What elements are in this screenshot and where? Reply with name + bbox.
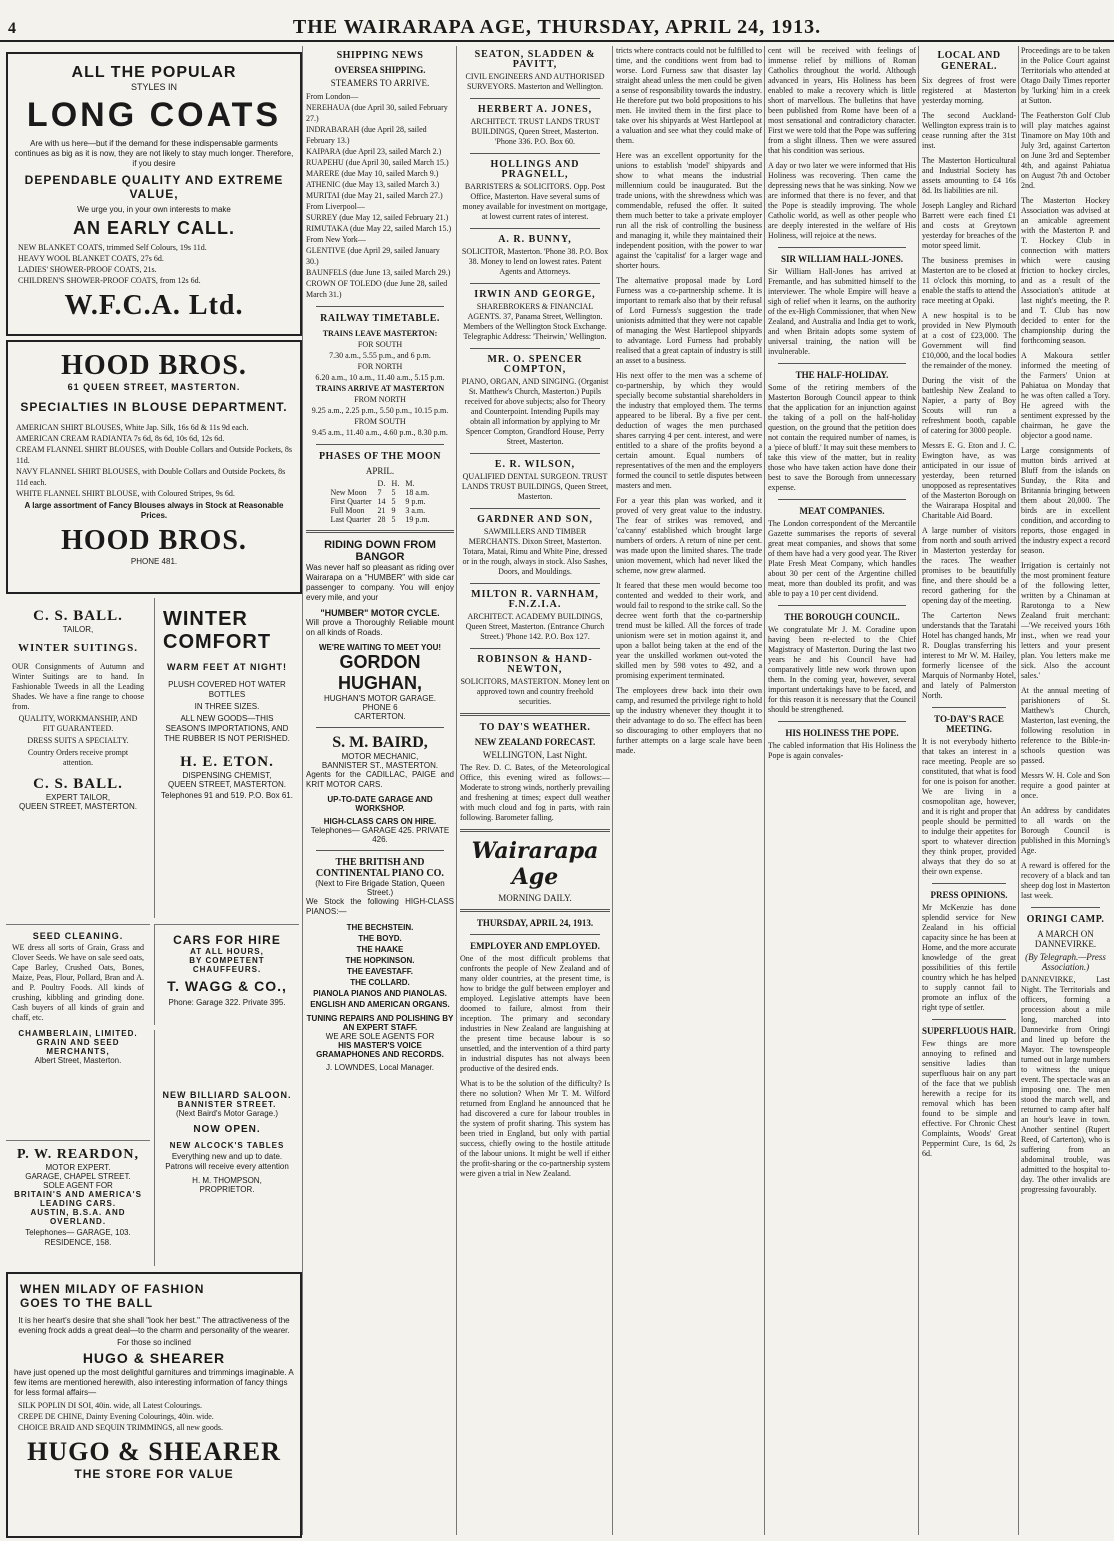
ad-line: Country Orders receive prompt attention.	[27, 748, 129, 767]
ad-line: CARTERTON.	[354, 712, 406, 721]
ad-item: SILK POPLIN DI SOI, 40in. wide, all Latest Colourings.	[18, 1401, 202, 1410]
ad-signature: T. WAGG & CO.,	[167, 978, 287, 994]
shipping-item: MARERE (due May 10, sailed March 9.)	[306, 169, 439, 178]
ad-signature: HUGO & SHEARER	[27, 1437, 281, 1466]
ad-headline: GOES TO THE BALL	[20, 1296, 154, 1310]
news-paragraph: The Masterton Hockey Association was advised at an amicable agreement with the Masterton P. and T. Hockey Club in connection with matters which were causing friction to hockey circles, and as a result of the Association's attitude at last night's meeting, the P. and T. Club has now decided to enter for the championship during the forthcoming season.	[1021, 196, 1110, 345]
ad-headline: WINTER	[163, 608, 248, 630]
card-name: A. R. BUNNY,	[498, 234, 572, 245]
news-paragraph: Messrs E. G. Eton and J. C. Ewington have, as was anticipated in our issue of yesterday, been returned unopposed as representatives of the Masterton Borough on the Wairarapa Hospital and Charitable Aid Board.	[922, 441, 1016, 520]
section-heading: TO DAY'S WEATHER.	[479, 722, 591, 733]
news-paragraph: A Makoura settler informed the meeting of the Farmers' Union at Pahiatua on Monday that he was often called a Tory. He agreed with the sentiment expressed by the chairman, he gave the objector a good name.	[1021, 351, 1110, 440]
winter-comfort-ad	[154, 598, 299, 918]
dateline: WELLINGTON, Last Night.	[482, 750, 588, 760]
news-paragraph: Large consignments of mutton birds arrived at Bluff from the islands on Sunday, the Rita and Britannia bringing between them about 20,000. The birds are in excellent condition, and according to reports, those engaged in the industry expect a record season.	[1021, 446, 1110, 555]
timetable-heading: TRAINS LEAVE MASTERTON:	[322, 329, 438, 338]
table-row	[327, 479, 432, 488]
section-subheading: MORNING DAILY.	[498, 893, 572, 903]
timetable-heading: TRAINS ARRIVE AT MASTERTON	[315, 384, 445, 393]
news-paragraph: Proceedings are to be taken in the Police Court against Territorials who attended at Otago Daily Times reporter by 'lurking' him in a creek at Sutton.	[1021, 46, 1110, 105]
ad-signature: CHAMBERLAIN, LIMITED.	[18, 1029, 138, 1038]
professional-card	[460, 105, 610, 147]
shipping-column	[306, 46, 454, 1535]
professional-card	[460, 515, 610, 577]
ad-item: PIANOLA PIANOS AND PIANOLAS.	[313, 989, 447, 998]
table-cell: Last Quarter	[330, 515, 371, 524]
table-cell: 5	[391, 488, 396, 497]
table-cell: 5	[391, 515, 396, 524]
cs-ball-ad	[6, 598, 150, 918]
timetable-label: FROM SOUTH	[354, 417, 406, 426]
ad-line: PHONE 6	[362, 703, 398, 712]
ad-line: BANNISTER ST., MASTERTON.	[321, 761, 439, 770]
article-body: We congratulate Mr J. M. Coradine upon having been re-elected to the Chief Magistracy of Masterton. During the last two years he and his Council have had comparatively little new work thrown upon them. In the coming year, however, several important undertakings have to be faced, and for this reason it is necessary that the Council should be strengthened.	[768, 625, 916, 714]
table-cell: 9 p.m.	[405, 497, 426, 506]
ad-headline: S. M. BAIRD,	[332, 734, 428, 751]
card-body: SHAREBROKERS & FINANCIAL AGENTS. 37, Panama Street, Wellington. Members of the Wellington Stock Exchange. Telegraphic Address: 'Theirwin,' Wellington.	[463, 302, 607, 341]
shipping-item: CROWN OF TOLEDO (due June 28, sailed March 31.)	[306, 279, 448, 299]
ad-line: UP-TO-DATE GARAGE AND WORKSHOP.	[327, 795, 433, 813]
ad-headline: WHEN MILADY OF FASHION	[20, 1282, 205, 1296]
card-name: MILTON R. VARNHAM, F.N.Z.I.A.	[471, 589, 599, 610]
ad-line: WARM FEET AT NIGHT!	[167, 662, 287, 672]
ad-line: (Next Baird's Motor Garage.)	[175, 1109, 278, 1118]
news-paragraph: The Carterton News understands that the Taratahi Hotel has changed hands, Mr R. Douglas transferring his interest to Mr W. M. Hailey, formerly licensee of the Marquis of Normanby Hotel, and lately of Palmerston North.	[922, 611, 1016, 700]
ad-line: SOLE AGENT FOR	[43, 1181, 113, 1190]
table-row	[327, 506, 432, 515]
table-cell: 14	[377, 497, 386, 506]
ad-item: WHITE FLANNEL SHIRT BLOUSE, with Coloured Stripes, 9s 6d.	[16, 489, 235, 498]
ad-item: THE COLLARD.	[350, 978, 410, 987]
article-body: cent will be received with feelings of immense relief by millions of Roman Catholics throughout the world. Although advanced in years, His Holiness has been enabled to make a recovery which is little short of marvellous. The bulletins that have been published from Rome have been of a most sensational and contradictory character. First we were told that the Pope was suffering from a slight illness. Then we were assured that his condition was serious.	[768, 46, 916, 155]
ad-item: AMERICAN CREAM RADIANTA 7s 6d, 8s 6d, 10s 6d, 12s 6d.	[16, 434, 225, 443]
ad-line: TUNING REPAIRS AND POLISHING BY AN EXPERT STAFF.	[306, 1014, 454, 1032]
table-cell: 9	[391, 506, 396, 515]
ad-line: ALL NEW GOODS—THIS SEASON'S IMPORTATIONS, AND THE RUBBER IS NOT PERISHED.	[164, 714, 290, 743]
editorial-continued-column	[616, 46, 762, 1535]
ad-body: It is her heart's desire that she shall "look her best." The attractiveness of the evening frock adds a great deal—to the charm and personality of the wearer.	[18, 1316, 290, 1335]
ad-line: PHONE 481.	[130, 557, 178, 566]
article-body: tricts where contracts could not be fulfilled to time, and the conditions went from bad to worse. Lord Furness saw that disaster lay straight ahead unless the men could be given a sense of responsibility towards the industry. He therefore put two bold propositions to his men. He invited them in the first place to take over his shipyards at West Hartlepool at a valuation and see what they could make of them.	[616, 46, 762, 145]
section-subheading: APRIL.	[365, 466, 395, 476]
news-paragraph: The Masterton Horticultural and Industrial Society has assets amounting to £4 16s 8d. Its liabilities are nil.	[922, 156, 1016, 195]
ad-line: MOTOR EXPERT.	[45, 1163, 111, 1172]
ad-headline: THE BRITISH AND CONTINENTAL PIANO CO.	[316, 857, 444, 879]
section-heading: PHASES OF THE MOON	[318, 451, 442, 462]
article-body: The Rev. D. C. Bates, of the Meteorological Office, this evening wired as follows:— Moderate to strong winds, northerly prevailing and freshening at times; expect dull weather with much cloud and fog in parts, with rain following. Barometer falling.	[460, 763, 610, 822]
column-rule	[764, 46, 765, 1535]
section-subheading: NEW ZEALAND FORECAST.	[474, 737, 596, 747]
ad-headline: CARS FOR HIRE	[173, 933, 281, 947]
cars-for-hire-ad	[154, 924, 299, 1025]
news-paragraph: Six degrees of frost were registered at Masterton yesterday morning.	[922, 76, 1016, 105]
seed-cleaning-ad	[6, 924, 150, 1135]
article-heading: TO-DAY'S RACE MEETING.	[934, 714, 1004, 734]
ad-body: Will prove a Thoroughly Reliable mount on all kinds of Roads.	[306, 618, 454, 637]
article-body: The employees drew back into their own camp, and resumed the privilege right to hold up the industry whenever they thought it to their advantage to do so. The effect has been so discouraging to other employers that no further attempts on a large scale have been made.	[616, 686, 762, 755]
section-heading: LOCAL AND GENERAL.	[937, 50, 1001, 72]
ad-line: WE'RE WAITING TO MEET YOU!	[318, 643, 442, 652]
professional-card	[460, 290, 610, 342]
article-heading: HIS HOLINESS THE POPE.	[785, 728, 899, 738]
ad-body: OUR Consignments of Autumn and Winter Suitings are to hand. In Fashionable Tweeds in all the Leading Shades. We have a fine range to choose from.	[12, 662, 144, 711]
ad-line: Telephones— GARAGE 425. PRIVATE 426.	[310, 826, 450, 844]
ad-headline: NEW BILLIARD SALOON.	[162, 1090, 292, 1100]
ad-body: Are with us here—but if the demand for these indispensable garments continues as big as it is now, they are not likely to stay much longer. Therefore, if you desire	[14, 139, 294, 168]
professional-card	[460, 235, 610, 277]
ad-line: ALL THE POPULAR	[71, 64, 237, 81]
ad-items	[18, 242, 290, 286]
timetable-label: FOR SOUTH	[357, 340, 403, 349]
news-paragraph: The Featherston Golf Club will play matches against Tinamore on May 10th and July 3rd, against Carterton on June 3rd and September 4th, and against Pahiatua on August 7th and October 2nd.	[1021, 111, 1110, 190]
ad-line: Telephones 91 and 519. P.O. Box 61.	[161, 791, 293, 800]
article-body: Few things are more annoying to refined and sensitive ladies than superfluous hair on any part of the face that we publish herewith a recipe for its removal which has been found to be simple and effective. For Chronic Chest Complaints, Woods' Great Peppermint Cure, 1s 6d, 2s 6d.	[922, 1039, 1016, 1158]
table-header: M.	[405, 479, 415, 488]
wfca-long-coats-ad	[6, 52, 302, 336]
ad-line: NOW OPEN.	[193, 1124, 261, 1135]
professional-card	[460, 655, 610, 707]
shipping-item: KAIPARA (due April 23, sailed March 2.)	[306, 147, 442, 156]
ad-line: DEPENDABLE QUALITY AND EXTREME VALUE,	[24, 173, 284, 201]
card-name: HOLLINGS AND PRAGNELL,	[490, 159, 580, 180]
ad-line: TAILOR,	[62, 625, 94, 634]
table-cell: New Moon	[330, 488, 367, 497]
ad-line: PLUSH COVERED HOT WATER BOTTLES	[168, 680, 286, 699]
page-number: 4	[8, 20, 16, 37]
hugo-shearer-ad	[6, 1272, 302, 1538]
article-heading: THE HALF-HOLIDAY.	[795, 370, 889, 380]
articles-column	[768, 46, 916, 1535]
news-paragraph: During the visit of the battleship New Zealand to Napier, a party of Boy Scouts will run a refreshment booth, capable of catering for 3000 people.	[922, 376, 1016, 435]
news-paragraph: The second Auckland-Wellington express train is to cease running after the 31st inst.	[922, 111, 1016, 150]
ad-line: GORDON	[339, 652, 421, 672]
article-body: Here was an excellent opportunity for the unions to establish 'model' shipyards and show to what means the industrial millennium could be inaugurated. But the trade unions, with the shrewdness which was commendable, refused the offer. It suited them much better to take a private employer run all the risk of controlling the business and managing it, while they maintained their independent position, with the power to war against the 'capitalist' for a larger wage and shorter hours.	[616, 151, 762, 270]
paper-nameplate: Wairarapa Age	[471, 838, 599, 890]
card-body: PIANO, ORGAN, AND SINGING. (Organist St. Matthew's Church, Masterton.) Pupils received for above subjects; also for Theory and Counterpoint. Intending Pupils may obtain all information by applying to Mr Spencer Compton, Grandford House, Perry Street, Masterton.	[461, 377, 609, 446]
news-paragraph: An address by candidates to all wards on the Borough Council is published in this Morning's Age.	[1021, 806, 1110, 855]
ad-line: PROPRIETOR.	[199, 1185, 255, 1194]
ad-item: CHOICE BRAID AND SEQUIN TRIMMINGS, all new goods.	[18, 1423, 223, 1432]
card-body: BARRISTERS & SOLICITORS. Opp. Post Office, Masterton. Have several sums of money available for investment on mortgage, at lowest current rates of interest.	[462, 182, 608, 221]
ad-line: BRITAIN'S AND AMERICA'S LEADING CARS.	[14, 1190, 142, 1208]
article-body: The alternative proposal made by Lord Furness was a co-partnership scheme. It is important to remark also that by their refusal of Lord Furness's suggestion the trade unionists admitted that they were not capable of managing the West Hartlepool shipyards to advantage. Lord Furness had probably realised that a great captain of industry is still an asset to a business.	[616, 276, 762, 365]
ad-line: A large assortment of Fancy Blouses always in Stock at Reasonable Prices.	[24, 501, 284, 520]
table-header: H.	[391, 479, 400, 488]
ad-line: DRESS SUITS A SPECIALTY.	[27, 736, 129, 745]
gordon-hughan-ad	[306, 539, 454, 721]
article-heading: EMPLOYER AND EMPLOYED.	[470, 941, 600, 951]
table-cell: 28	[377, 515, 386, 524]
professional-card	[460, 355, 610, 447]
ad-line: HIGH-CLASS CARS ON HIRE.	[323, 817, 437, 826]
ad-headline: C. S. BALL.	[33, 608, 123, 624]
ad-headline: COMFORT	[163, 631, 272, 653]
ad-item: THE EAVESTAFF.	[347, 967, 413, 976]
article-heading: PRESS OPINIONS.	[930, 890, 1008, 900]
reardon-ad	[6, 1140, 150, 1267]
article-body: For a year this plan was worked, and it proved of very great value to the industry. The fear of strikes was removed, and 'ca'canny' established which brought large numbers of orders. A return of nine per cent. was made upon the limited shares. The trade union movement, which had never liked the scheme, now grew alarmed.	[616, 496, 762, 575]
table-cell: 5	[391, 497, 396, 506]
column-rule	[302, 46, 303, 1535]
ad-item: NAVY FLANNEL SHIRT BLOUSES, with Double Collars and Outside Pockets, 8s 11d each.	[16, 467, 286, 487]
news-paragraph: The business premises in Masterton are to be closed at 11 o'clock this morning, to enable the staffs to attend the race meeting at Opaki.	[922, 256, 1016, 305]
shipping-item: ATHENIC (due May 13, sailed March 3.)	[306, 180, 440, 189]
card-body: ARCHITECT. ACADEMY BUILDINGS, Queen Street, Masterton. (Entrance Church Street.) 'Phone 142. P.O. Box 127.	[465, 612, 605, 641]
section-subheading: STEAMERS TO ARRIVE.	[330, 78, 430, 88]
table-cell: 18 a.m.	[405, 488, 430, 497]
ad-line: SPECIALTIES IN BLOUSE DEPARTMENT.	[20, 400, 288, 414]
article-body: Some of the retiring members of the Masterton Borough Council appear to think that the application for an injunction against the taking of a poll on the half-holiday question, on the ground that the petition does not contain the required number of names, is a 'piece of bluff.' It may suit these members to take this view of the matter, but in reality those who have taken action have done their best to save the Borough from unnecessary expense.	[768, 383, 916, 492]
shipping-item: MURITAI (due May 21, sailed March 27.)	[306, 191, 443, 200]
ad-item: ENGLISH AND AMERICAN ORGANS.	[310, 1000, 450, 1009]
ad-signature: HOOD BROS.	[61, 525, 247, 556]
ad-items	[18, 1400, 290, 1433]
shipping-item: RUAPEHU (due April 30, sailed March 15.)	[306, 158, 449, 167]
ad-line: WINTER SUITINGS.	[18, 642, 138, 654]
ad-item: NEW BLANKET COATS, trimmed Self Colours, 19s 11d.	[18, 243, 207, 252]
table-header: D.	[377, 479, 386, 488]
ad-line: Albert Street, Masterton.	[34, 1056, 122, 1065]
ad-signature: J. LOWNDES, Local Manager.	[325, 1063, 435, 1072]
card-name: MR. O. SPENCER COMPTON,	[487, 354, 583, 375]
article-body: One of the most difficult problems that confronts the people of New Zealand and of many older countries, at the present time, is how to bridge the gulf between employer and employed. Legislative attempts have been doomed to failure, almost from their inception. The primary and secondary industries in New Zealand are languishing at the present time because labour is so unsettled, and the intervention of a third party in industrial disputes has not always been productive of the desired ends.	[460, 954, 610, 1073]
shipping-item: GLENTIVE (due April 29, sailed January 30.)	[306, 246, 440, 266]
piano-co-ad	[306, 857, 454, 1072]
ad-body: We Stock the following HIGH-CLASS PIANOS:—	[306, 897, 454, 916]
shipping-item: NEREHAUA (due April 30, sailed February 27.)	[306, 103, 448, 123]
ad-line: GARAGE, CHAPEL STREET.	[25, 1172, 131, 1181]
article-body: A day or two later we were informed that His Holiness was recovering. Then came the depressing news that he was sinking. Now we are informed that there is no fever, and that the Pope is steadily improving. The whole Catholic world, as well as other people who are deeply interested in the welfare of His Holiness, will rejoice at the news.	[768, 161, 916, 240]
article-body: Sir William Hall-Jones has arrived at Fremantle, and has submitted himself to the interviewer. The whole Empire will heave a sigh of relief when it learns, on the authority of the ex-High Commissioner, that when New Zealand, and Australia and India get to work, and when Britain adopts some system of universal training, the nation will be invulnerable.	[768, 267, 916, 356]
news-paragraph: A reward is offered for the recovery of a black and tan sheep dog lost in Masterton last week.	[1021, 861, 1110, 900]
table-cell: 7	[377, 488, 382, 497]
ad-item: LADIES' SHOWER-PROOF COATS, 21s.	[18, 265, 157, 274]
shipping-item: INDRABARAH (due April 28, sailed February 13.)	[306, 125, 427, 145]
article-heading: SUPERFLUOUS HAIR.	[922, 1026, 1016, 1036]
ad-line: For those so inclined	[117, 1338, 191, 1347]
ad-line: WE ARE SOLE AGENTS FOR	[325, 1032, 435, 1041]
ad-item: THE HOPKINSON.	[345, 956, 415, 965]
ad-item: CREAM FLANNEL SHIRT BLOUSES, with Double Collars and Outside Pockets, 8s 11d.	[16, 445, 292, 465]
ad-line: AT ALL HOURS,	[190, 947, 264, 956]
local-general-column-body	[922, 46, 1016, 1535]
notes-column	[1021, 46, 1110, 1535]
shipping-item: SURREY (due May 12, sailed February 21.)	[306, 213, 449, 222]
moon-phases-table	[327, 479, 432, 524]
column-rule	[612, 46, 613, 1535]
table-cell: 3 a.m.	[405, 506, 426, 515]
card-body: QUALIFIED DENTAL SURGEON. TRUST LANDS TRUST BUILDINGS, Queen Street, Masterton.	[461, 472, 609, 501]
card-name: ROBINSON & HAND-NEWTON,	[477, 654, 593, 675]
ad-signature: H. M. THOMPSON,	[192, 1176, 262, 1185]
ad-headline: RIDING DOWN FROM BANGOR	[324, 539, 436, 563]
ad-body: Agents for the CADILLAC, PAIGE and KRIT MOTOR CARS.	[306, 770, 454, 789]
section-heading: ORINGI CAMP.	[1026, 914, 1105, 925]
ad-body: Was never half so pleasant as riding over Wairarapa on a "HUMBER" with side car passenger to company. You will enjoy every mile, and your	[306, 563, 454, 602]
masthead	[0, 0, 1114, 42]
article-body: It is not everybody hitherto that takes an interest in a race meeting. People are so constituted, that what is food for one is poison for another. We are living in a cosmopolitan age, however, and it is right and proper that people should be permitted to indulge their appetites for sport to whatever direction they think proper, provided always that they do so at their own expense.	[922, 737, 1016, 876]
shipping-item: RIMUTAKA (due May 22, sailed March 15.)	[306, 224, 452, 233]
ad-headline: HOOD BROS.	[61, 350, 247, 381]
ad-line: BANNISTER STREET.	[177, 1100, 277, 1109]
ad-line: (Next to Fire Brigade Station, Queen Street.)	[315, 879, 445, 897]
ad-line: QUEEN STREET, MASTERTON.	[168, 780, 286, 789]
article-body: DANNEVIRKE, Last Night. The Territorials and officers, forming a procession about a mile long, marched into Dannevirke from Oringi and lined up before the Mayor. The townspeople turned out in large numbers to witness the unique event. The spectacle was an imposing one. The men stood the march well, and returned to camp after half an hour's leave in town. Another sentinel (Rupert Reed, of Carterton), who is suffering from an abdominal trouble, was admitted to the hospital to-day. The other invalids are progressing favourably.	[1021, 975, 1110, 1194]
ad-line: STYLES IN	[130, 82, 177, 92]
ad-line: 61 QUEEN STREET, MASTERTON.	[67, 382, 241, 392]
ad-line: BY COMPETENT CHAUFFEURS.	[189, 956, 265, 974]
section-subheading: OVERSEA SHIPPING.	[334, 65, 426, 75]
ad-line: HUGO & SHEARER	[82, 1350, 226, 1366]
card-body: ARCHITECT. TRUST LANDS TRUST BUILDINGS, Queen Street, Masterton. 'Phone 336. P.O. Box 60.	[470, 117, 600, 146]
article-heading: THE BOROUGH COUNCIL.	[784, 612, 900, 622]
ad-signature: W.F.C.A. Ltd.	[64, 290, 244, 321]
ad-items	[16, 422, 292, 499]
ad-line: QUEEN STREET, MASTERTON.	[19, 802, 137, 811]
ad-line: Telephones— GARAGE, 103. RESIDENCE, 158.	[25, 1228, 131, 1247]
piano-list	[306, 922, 454, 1010]
column-rule	[1018, 46, 1019, 1535]
ad-body: Everything new and up to date. Patrons will receive every attention	[165, 1152, 289, 1171]
timetable-times: 6.20 a.m., 10 a.m., 11.40 a.m., 5.15 p.m.	[315, 373, 445, 382]
article-body: The London correspondent of the Mercantile Gazette summarises the reports of several great meat companies, and shows that some of them have had a very good year. The River Plate Fresh Meat Company, which handles about 30 per cent of the Argentine chilled meat, more than doubled its profit, and was able to pay a 10 per cent dividend.	[768, 519, 916, 598]
ad-line: IN THREE SIZES.	[194, 702, 260, 711]
article-heading: MEAT COMPANIES.	[799, 506, 885, 516]
professional-card	[460, 50, 610, 92]
card-name: GARDNER AND SON,	[477, 514, 593, 525]
shipping-origin: From Liverpool—	[306, 202, 365, 211]
ad-body: WE dress all sorts of Grain, Grass and Clover Seeds. We have on sale seed oats, Cape Barley, Crushed Oats, Bones, Maize, Peas, Flour, Pollard, Bran and A. and P. Poultry Foods. All kinds of crushing, kibbling and grinding done. Cash buyers of all kinds of grain and chaff, etc.	[12, 943, 144, 1022]
ad-line: HUGHAN,	[338, 673, 422, 693]
news-paragraph: A new hospital is to be provided in New Plymouth at a cost of £23,000. The Government will find £10,000, and the local bodies the remainder of the money.	[922, 311, 1016, 370]
shipping-item: BAUNFELS (due June 13, sailed March 29.)	[306, 268, 451, 277]
ad-item: THE BECHSTEIN.	[346, 923, 414, 932]
table-row	[327, 515, 432, 524]
table-cell: 19 p.m.	[405, 515, 430, 524]
article-body: Mr McKenzie has done splendid service for New Zealand in his official capacity since he has been at Home, and the more accurate knowledge of the great possibilities of this fertile country which he has helped to supply cannot fail to promote an influx of the right type of settler.	[922, 903, 1016, 1012]
timetable-times: 9.45 a.m., 11.40 a.m., 4.60 p.m., 8.30 p.m.	[312, 428, 448, 437]
card-name: HERBERT A. JONES,	[477, 104, 593, 115]
ad-item: AMERICAN SHIRT BLOUSES, White Jap. Silk, 16s 6d & 11s 9d each.	[16, 423, 249, 432]
ad-line: QUALITY, WORKMANSHIP, AND FIT GUARANTEED.	[18, 714, 138, 733]
ad-signature: H. E. ETON.	[180, 754, 274, 770]
card-body: SOLICITOR, Masterton. 'Phone 38. P.O. Box 38. Money to lend on lowest rates. Patent Agents and Attorneys.	[461, 247, 609, 276]
article-source: (By Telegraph.—Press Association.)	[1025, 952, 1106, 972]
card-body: SAWMILLERS AND TIMBER MERCHANTS. Dixon Street, Masterton. Totara, Matai, Rimu and White Pine, dressed or in the rough, always in stock. Also Sashes, Doors, and Mouldings.	[462, 527, 608, 576]
news-paragraph: Joseph Langley and Richard Barrett were each fined £1 and costs at Greytown yesterday for breaches of the motor speed limit.	[922, 201, 1016, 250]
ad-line: DISPENSING CHEMIST,	[182, 771, 272, 780]
ad-headline: SEED CLEANING.	[32, 931, 124, 941]
article-body: It feared that these men would become too contented and wedded to their work, and would fail to respond to the strike call. So the decree went forth that the co-partnership trend must be killed. All the forces of trade unionism were set in motion against it, and upon a ballot being taken at the end of the year the unskilled workmen out-voted the skilled men by 598 votes to 492, and a promising experiment terminated.	[616, 581, 762, 680]
newspaper-title: THE WAIRARAPA AGE, THURSDAY, APRIL 24, 1913.	[292, 16, 822, 38]
shipping-origin: From New York—	[306, 235, 366, 244]
professional-card	[460, 460, 610, 502]
timetable-label: FROM NORTH	[354, 395, 406, 404]
shipping-origin: From London—	[306, 92, 359, 101]
ad-line: HIS MASTER'S VOICE GRAMAPHONES AND RECORDS.	[316, 1041, 444, 1059]
card-body: SOLICITORS, MASTERTON. Money lent on approved town and country freehold securities.	[460, 677, 610, 706]
ad-line: MOTOR MECHANIC,	[341, 752, 419, 761]
ad-line: EXPERT TAILOR,	[45, 793, 111, 802]
ad-line: Phone: Garage 322. Private 395.	[168, 998, 286, 1007]
table-cell: First Quarter	[330, 497, 372, 506]
ad-line: GRAIN AND SEED MERCHANTS,	[36, 1038, 120, 1056]
table-header	[327, 479, 374, 488]
ad-line: NEW ALCOCK'S TABLES	[169, 1141, 285, 1150]
article-body: His next offer to the men was a scheme of co-partnership, by which they would specially become substantial shareholders in the industry that employed them. The terms appeared to be liberal. By a five per cent. deduction of wages the men purchased shares carrying 4 per cent. interest, and were entitled to a share of the profits beyond a certain amount. Equal numbers of representatives of the men and the employers formed the council to settle disputes between masters and men.	[616, 371, 762, 490]
article-body: The cabled information that His Holiness the Pope is again convales-	[768, 741, 916, 760]
ad-item: HEAVY WOOL BLANKET COATS, 27s 6d.	[18, 254, 164, 263]
ad-item: CREPE DE CHINE, Dainty Evening Colourings, 40in. wide.	[18, 1412, 214, 1421]
news-paragraph: Irrigation is certainly not the most prominent feature of the following letter, written by a Chinaman at Rarotonga to a New Zealand fruit merchant:—'We received yours 16th inst., when we read your letters and your present plan. You letters make me sick. Also the account sales.'	[1021, 561, 1110, 680]
cards-column	[460, 46, 610, 1535]
column-rule	[918, 46, 919, 1535]
professional-card	[460, 160, 610, 222]
card-name: SEATON, SLADDEN & PAVITT,	[474, 49, 596, 70]
ad-line: We urge you, in your own interests to make	[77, 205, 231, 214]
article-body: What is to be the solution of the difficulty? Is there no solution? When Mr T. M. Wilford returned from England he announced that he had discovered a cure for labour troubles in the system of profit sharing. This system has been tried in England, but only with partial success, chiefly owing to the hostile attitude of the labour unions. It might be well if either the profit-sharing or the co-partnership system were given a trial in New Zealand.	[460, 1079, 610, 1178]
billiard-saloon-ad	[154, 1030, 299, 1266]
card-body: CIVIL ENGINEERS AND AUTHORISED SURVEYORS. Masterton and Wellington.	[465, 72, 605, 91]
table-cell: Full Moon	[330, 506, 365, 515]
table-row	[327, 497, 432, 506]
ad-headline: LONG COATS	[26, 96, 282, 134]
sm-baird-ad	[306, 734, 454, 844]
section-heading: RAILWAY TIMETABLE.	[320, 313, 440, 324]
card-name: IRWIN AND GEORGE,	[474, 289, 596, 300]
ad-line: AN EARLY CALL.	[72, 218, 236, 238]
ad-item: THE HAAKE	[356, 945, 404, 954]
shipping-list	[306, 91, 454, 300]
ad-tagline: THE STORE FOR VALUE	[74, 1467, 234, 1481]
table-row	[327, 488, 432, 497]
hood-bros-ad	[6, 340, 302, 594]
ad-signature: C. S. BALL.	[33, 776, 123, 792]
section-subheading: A MARCH ON DANNEVIRKE.	[1034, 929, 1097, 949]
column-rule	[456, 46, 457, 1535]
editorial-date: THURSDAY, APRIL 24, 1913.	[476, 918, 594, 928]
ad-body: have just opened up the most delightful garnitures and trimmings imaginable. A few items are mentioned herewith, also interesting information of fancy things for less formal affairs—	[14, 1368, 294, 1397]
card-name: E. R. WILSON,	[494, 459, 576, 470]
railway-timetable	[306, 328, 454, 438]
timetable-times: 7.30 a.m., 5.55 p.m., and 6 p.m.	[329, 351, 431, 360]
article-heading: SIR WILLIAM HALL-JONES.	[780, 254, 904, 264]
ad-line: AUSTIN, B.S.A. AND OVERLAND.	[30, 1208, 126, 1226]
timetable-times: 9.25 a.m., 2.25 p.m., 5.50 p.m., 10.15 p.m.	[311, 406, 449, 415]
professional-card	[460, 590, 610, 642]
ad-item: THE BOYD.	[358, 934, 402, 943]
news-paragraph: A large number of visitors from north and south arrived in Masterton yesterday for the races. The weather promises to be beautifully fine, and there should be a record gathering for the opening day of the meeting.	[922, 526, 1016, 605]
news-paragraph: At the annual meeting of parishioners of St. Matthew's Church, Masterton, last evening, the following resolution in reference to the Bible-in-schools question was passed.	[1021, 686, 1110, 765]
ad-line: "HUMBER" MOTOR CYCLE.	[320, 608, 440, 618]
ad-item: CHILDREN'S SHOWER-PROOF COATS, from 12s 6d.	[18, 276, 201, 285]
table-cell: 21	[377, 506, 386, 515]
section-heading: SHIPPING NEWS	[336, 50, 424, 61]
ad-headline: P. W. REARDON,	[16, 1147, 139, 1162]
ad-line: HUGHAN'S MOTOR GARAGE.	[323, 694, 437, 703]
timetable-label: FOR NORTH	[357, 362, 403, 371]
news-paragraph: Messrs W. H. Cole and Son require a good painter at once.	[1021, 771, 1110, 800]
